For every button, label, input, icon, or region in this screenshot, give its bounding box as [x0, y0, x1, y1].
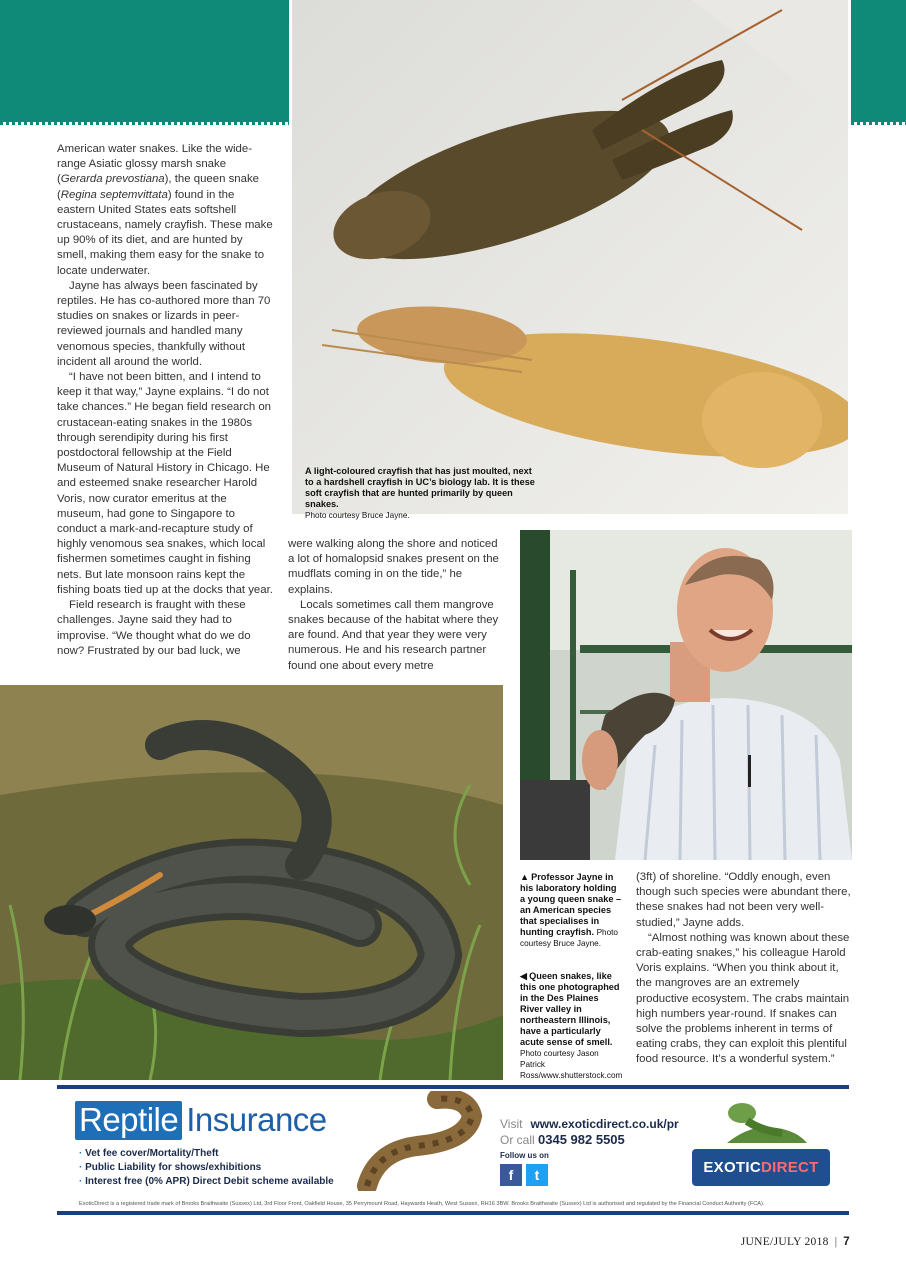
ad-brand-title	[75, 1101, 327, 1139]
professor-caption-text: Professor Jayne in his laboratory holding a young queen snake – an American species that specialises in hunting crayfish.	[520, 872, 622, 937]
ad-social-icons	[500, 1164, 548, 1186]
ad-follow-label: Follow us on	[500, 1151, 549, 1160]
reptile-insurance-ad[interactable]	[57, 1085, 849, 1215]
col3-paragraph-1: (3ft) of shoreline. “Oddly enough, even though such species were abundant there, these snakes had not been very well-studied,” Jayne adds.	[636, 871, 851, 929]
ad-legal-text: ExoticDirect is a registered trade mark of Brooks Braithwaite (Sussex) Ltd, 3rd Floor Front, Oakfield House, 35 Perrymount Road, Haywards Heath, West Sussex, RH16 3BW. Brooks Braithwaite (Sussex) Ltd is authorised and regulated by the Financial Conduct Authority (FCA).	[79, 1201, 765, 1207]
queen-snake-photo	[0, 685, 503, 1080]
footer-separator: |	[834, 1236, 838, 1248]
col1-paragraph-2: Jayne has always been fascinated by reptiles. He has co-authored more than 70 studies on snakes or lizards in peer-reviewed journals and handled many venomous species, thankfully without incident all around the world.	[57, 279, 271, 368]
ad-benefit-item: · Public Liability for shows/exhibitions	[79, 1161, 334, 1175]
twitter-icon[interactable]: t	[526, 1164, 548, 1186]
ad-website-link[interactable]: www.exoticdirect.co.uk/pr	[530, 1117, 679, 1131]
col2-paragraph-2: Locals sometimes call them mangrove snakes because of the habitat where they are found. And that year they were very numerous. He and his research partner found one about every metre	[288, 598, 499, 672]
col1-p1-species-1: Gerarda prevostiana	[60, 173, 165, 186]
col2-paragraph-1: were walking along the shore and noticed a lot of homalopsid snakes present on the mudflats coming in on the tide,” he explains.	[288, 538, 499, 596]
facebook-icon[interactable]: f	[500, 1164, 522, 1186]
exoticdirect-logo	[692, 1149, 830, 1186]
snake-caption-credit: Photo courtesy Jason Patrick Ross/www.shutterstock.com	[520, 1049, 623, 1080]
crayfish-caption	[305, 466, 535, 521]
ad-call-line	[500, 1132, 625, 1147]
col1-p1-species-2: Regina septemvittata	[60, 188, 168, 201]
logo-part-2: DIRECT	[761, 1159, 819, 1176]
article-column-2	[288, 537, 504, 674]
col1-paragraph-1	[57, 142, 273, 279]
arrow-left-icon: ◀	[520, 971, 528, 981]
arrow-up-icon: ▲	[520, 872, 530, 882]
article-column-1	[57, 142, 273, 659]
snake-caption	[520, 971, 624, 1081]
crayfish-photo	[292, 0, 848, 514]
col1-paragraph-4: Field research is fraught with these challenges. Jayne said they had to improvise. “We thought what do we do now? Frustrated by our bad luck, we	[57, 599, 251, 657]
ad-call-label: Or call	[500, 1133, 535, 1147]
ad-benefit-item: · Interest free (0% APR) Direct Debit scheme available	[79, 1175, 334, 1189]
col1-p1-text-a: American water snakes. Like the wide-range Asiatic glossy marsh snake (	[57, 143, 252, 186]
col1-paragraph-3: “I have not been bitten, and I intend to keep it that way,” Jayne explains. “I do not take chances.” He began field research on crustacean-eating snakes in the 1980s through serendipity during his first postdoctoral fellowship at the Field Museum of Natural History in Chicago. He and esteemed snake researcher Harold Voris, now curator emeritus at the museum, had gone to Singapore to conduct a mark-and-recapture study of highly venomous sea snakes, which local fishermen sometimes caught in fishing nets. But late monsoon rains kept the fishing boats tied up at the docks that year.	[57, 371, 273, 596]
page-number: 7	[843, 1236, 850, 1248]
ad-benefit-item: · Vet fee cover/Mortality/Theft	[79, 1147, 334, 1161]
ad-phone-number[interactable]: 0345 982 5505	[538, 1132, 625, 1147]
professor-photo	[520, 530, 852, 860]
logo-part-1: EXOTIC	[703, 1159, 761, 1176]
ad-visit-label: Visit	[500, 1117, 523, 1131]
col3-paragraph-2: “Almost nothing was known about these crab-eating snakes,” his colleague Harold Voris explains. “When you think about it, the mangroves are an extremely productive ecosystem. The crabs maintain high numbers year-round. If snakes can solve the problems inherent in terms of eating crabs, they can exploit this plentiful food resource. It’s a wonderful system.”	[636, 931, 850, 1066]
ad-visit-line	[500, 1117, 679, 1131]
col1-p1-text-c: ) found in the eastern United States eats softshell crustaceans, namely crayfish. These make up 90% of its diet, and are hunted by smell, making them easy for the snake to locate underwater.	[57, 188, 273, 277]
ad-benefit-list	[79, 1147, 334, 1189]
article-column-3	[636, 870, 851, 1068]
header-band-left	[0, 0, 289, 122]
crayfish-caption-text: A light-coloured crayfish that has just moulted, next to a hardshell crayfish in UC’s biology lab. It is these soft crayfish that are hunted primarily by queen snakes.	[305, 466, 535, 509]
issue-date: JUNE/JULY 2018	[740, 1236, 829, 1248]
crayfish-caption-credit: Photo courtesy Bruce Jayne.	[305, 511, 410, 520]
ad-brand-part-1: Reptile	[75, 1101, 182, 1140]
professor-caption-credit: Photo courtesy Bruce Jayne.	[520, 928, 618, 948]
page-footer	[741, 1236, 850, 1248]
professor-caption	[520, 872, 624, 949]
ad-brand-part-2: Insurance	[186, 1101, 327, 1138]
ad-iguana-image	[722, 1093, 812, 1149]
ad-python-image	[357, 1091, 487, 1191]
col1-p1-text-b: ), the queen snake (	[57, 173, 259, 201]
snake-caption-text: Queen snakes, like this one photographed in the Des Plaines River valley in northeastern Illinois, have a particularly acute sense of smell.	[520, 971, 620, 1047]
header-band-right	[851, 0, 906, 122]
